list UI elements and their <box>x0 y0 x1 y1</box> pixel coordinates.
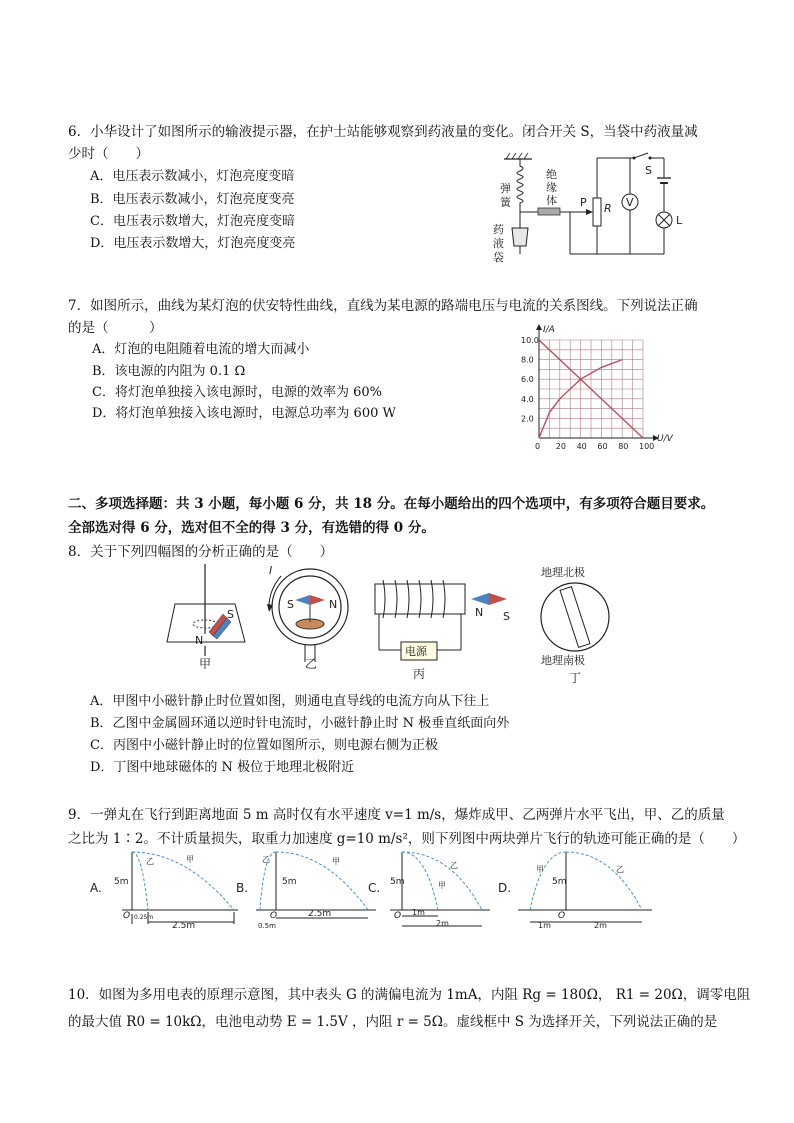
q6-option-c: C．电压表示数增大，灯泡亮度变暗 <box>90 214 295 229</box>
switch-s-label: S <box>645 164 652 177</box>
chart-y-tick-label: 2.0 <box>521 414 534 424</box>
q8-figure-jia <box>167 564 245 671</box>
q9-d-letter: D. <box>498 881 512 895</box>
q9-b-height: 5m <box>282 877 297 887</box>
q9-option-b-figure <box>236 852 376 930</box>
q9-d-height: 5m <box>552 877 567 887</box>
chart-y-tick-label: 6.0 <box>521 375 534 385</box>
insulator-label-3: 体 <box>546 194 557 207</box>
q9-a-height: 5m <box>114 877 129 887</box>
q8-caption-jia: 甲 <box>199 657 212 671</box>
q9-d-origin: O <box>558 911 566 921</box>
q8-caption-yi: 乙 <box>305 657 318 671</box>
q8-figure-bing <box>375 580 510 681</box>
bag-label-2: 液 <box>493 237 504 250</box>
q9-trajectory-figures <box>86 846 656 930</box>
q9-option-c-figure <box>368 852 490 928</box>
insulator-label-1: 绝 <box>546 168 557 181</box>
q8-option-b: B．乙图中金属圆环通以逆时针电流时，小磁针静止时 N 极垂直纸面向外 <box>90 716 510 731</box>
jia-n-label: N <box>195 634 204 647</box>
chart-x-axis-label: U/V <box>657 434 673 444</box>
q9-d-jia: 甲 <box>536 865 544 874</box>
chart-x-tick-label: 60 <box>597 442 608 451</box>
q9-b-jia: 甲 <box>332 857 340 866</box>
q9-a-letter: A. <box>90 881 102 895</box>
q8-stem: 8．关于下列四幅图的分析正确的是（ ） <box>68 544 334 560</box>
q9-d-big: 2m <box>594 921 607 930</box>
q6-option-d: D．电压表示数增大，灯泡亮度变亮 <box>90 236 296 251</box>
q7-option-a: A．灯泡的电阻随着电流的增大而减小 <box>92 342 310 357</box>
chart-y-arrow <box>536 324 542 330</box>
bag-label-3: 袋 <box>493 251 504 264</box>
q8-caption-bing: 丙 <box>413 667 426 681</box>
q8-option-c: C．丙图中小磁针静止时的位置如图所示，则电源右侧为正极 <box>90 738 438 753</box>
chart-x-tick-label: 0 <box>535 442 541 451</box>
q7-stem-line1: 7．如图所示，曲线为某灯泡的伏安特性曲线，直线为某电源的路端电压与电流的关系图线。下列说法正确 <box>68 298 698 314</box>
yi-n-label: N <box>329 598 338 611</box>
q6-option-a: A．电压表示数减小，灯泡亮度变暗 <box>90 169 295 184</box>
q9-b-small: 0.5m <box>258 922 276 930</box>
q7-option-d: D．将灯泡单独接入该电源时，电源总功率为 600 W <box>92 406 396 421</box>
q9-d-yi: 乙 <box>616 865 624 874</box>
geo-north-label: 地理北极 <box>541 566 585 579</box>
bing-n-label: N <box>475 606 484 619</box>
q9-option-d-figure <box>498 852 652 930</box>
bag-label-1: 药 <box>493 223 504 236</box>
q7-option-c: C．将灯泡单独接入该电源时，电源的效率为 60% <box>92 385 382 400</box>
q9-a-small: 0.25m <box>134 914 154 921</box>
q6-circuit-figure <box>490 150 700 270</box>
q8-caption-ding: 丁 <box>569 671 582 685</box>
q8-figure-yi <box>267 564 348 671</box>
geo-south-label: 地理南极 <box>541 654 585 667</box>
jia-s-label: S <box>227 608 234 621</box>
yi-current-label: I <box>269 564 273 577</box>
chart-y-tick-label: 8.0 <box>521 355 534 365</box>
q8-option-a: A．甲图中小磁针静止时位置如图，则通电直导线的电流方向从下往上 <box>90 694 490 709</box>
q9-b-yi: 乙 <box>262 855 270 864</box>
q9-a-yi: 乙 <box>146 857 154 866</box>
chart-x-tick-label: 40 <box>576 442 587 451</box>
q9-c-small: 1m <box>412 908 425 917</box>
q9-c-yi: 乙 <box>450 861 458 870</box>
chart-x-tick-label: 80 <box>618 442 629 451</box>
chart-x-tick-label: 20 <box>555 442 566 451</box>
lamp-l-label: L <box>676 214 683 227</box>
q8-figures <box>165 562 635 687</box>
q9-a-origin: O <box>123 911 131 921</box>
slider-p-label: P <box>580 196 587 209</box>
q6-stem-line1: 6．小华设计了如图所示的输液提示器，在护士站能够观察到药液量的变化。闭合开关 S，当袋中药液量减 <box>68 124 698 140</box>
q9-a-big: 2.5m <box>172 921 196 930</box>
spring-label-1: 弹 <box>500 182 511 195</box>
q9-b-origin: O <box>270 911 278 921</box>
chart-y-tick-label: 10.0 <box>521 336 539 345</box>
chart-x-tick-label: 100 <box>639 442 655 451</box>
spring-label-2: 簧 <box>500 196 511 209</box>
q9-b-big: 2.5m <box>308 909 332 919</box>
q9-c-height: 5m <box>390 877 405 887</box>
voltmeter-v-label: V <box>626 196 634 209</box>
q8-figure-ding <box>541 565 609 685</box>
q9-c-jia: 甲 <box>438 881 446 890</box>
q9-stem-line1: 9．一弹丸在飞行到距离地面 5 m 高时仅有水平速度 v=1 m/s，爆炸成甲、乙两弹片水平飞出，甲、乙的质量 <box>68 807 725 823</box>
q9-d-small: 1m <box>538 921 551 930</box>
q9-option-a-figure <box>90 852 238 930</box>
chart-y-tick-label: 4.0 <box>521 394 534 404</box>
q8-option-d: D．丁图中地球磁体的 N 极位于地理北极附近 <box>90 760 355 775</box>
bing-s-label: S <box>503 610 510 623</box>
q9-c-letter: C. <box>368 881 381 895</box>
q9-a-jia: 甲 <box>186 855 194 864</box>
q9-c-big: 2m <box>436 919 449 928</box>
q9-c-origin: O <box>394 911 402 921</box>
q7-option-b: B．该电源的内阻为 0.1 Ω <box>92 364 246 379</box>
q10-stem-line2: 的最大值 R0 = 10kΩ，电池电动势 E = 1.5V ，内阻 r = 5Ω。虚线框中 S 为选择开关，下列说法正确的是 <box>68 1014 718 1030</box>
q7-stem-line2: 的是（ ） <box>68 320 163 336</box>
resistor-r-label: R <box>604 202 612 215</box>
chart-y-axis-label: I/A <box>543 325 555 335</box>
section2-heading-line2: 全部选对得 6 分，选对但不全的得 3 分，有选错的得 0 分。 <box>68 520 435 536</box>
q10-stem-line1: 10．如图为多用电表的原理示意图，其中表头 G 的满偏电流为 1mA，内阻 Rg = 180Ω， R1 = 20Ω，调零电阻 <box>68 987 751 1003</box>
q7-iv-chart <box>505 320 680 460</box>
q9-stem-line2: 之比为 1∶2。不计质量损失，取重力加速度 g=10 m/s²，则下列图中两块弹片飞行的轨迹可能正确的是（ ） <box>68 831 746 847</box>
q6-stem-line2: 少时（ ） <box>68 146 149 162</box>
section2-heading-line1: 二、多项选择题：共 3 小题，每小题 6 分，共 18 分。在每小题给出的四个选项中，有多项符合题目要求。 <box>68 496 715 512</box>
q6-option-b: B．电压表示数减小，灯泡亮度变亮 <box>90 192 295 207</box>
insulator-label-2: 缘 <box>546 181 557 194</box>
yi-s-label: S <box>287 598 294 611</box>
q9-b-letter: B. <box>236 881 249 895</box>
power-source-label: 电源 <box>405 645 427 658</box>
